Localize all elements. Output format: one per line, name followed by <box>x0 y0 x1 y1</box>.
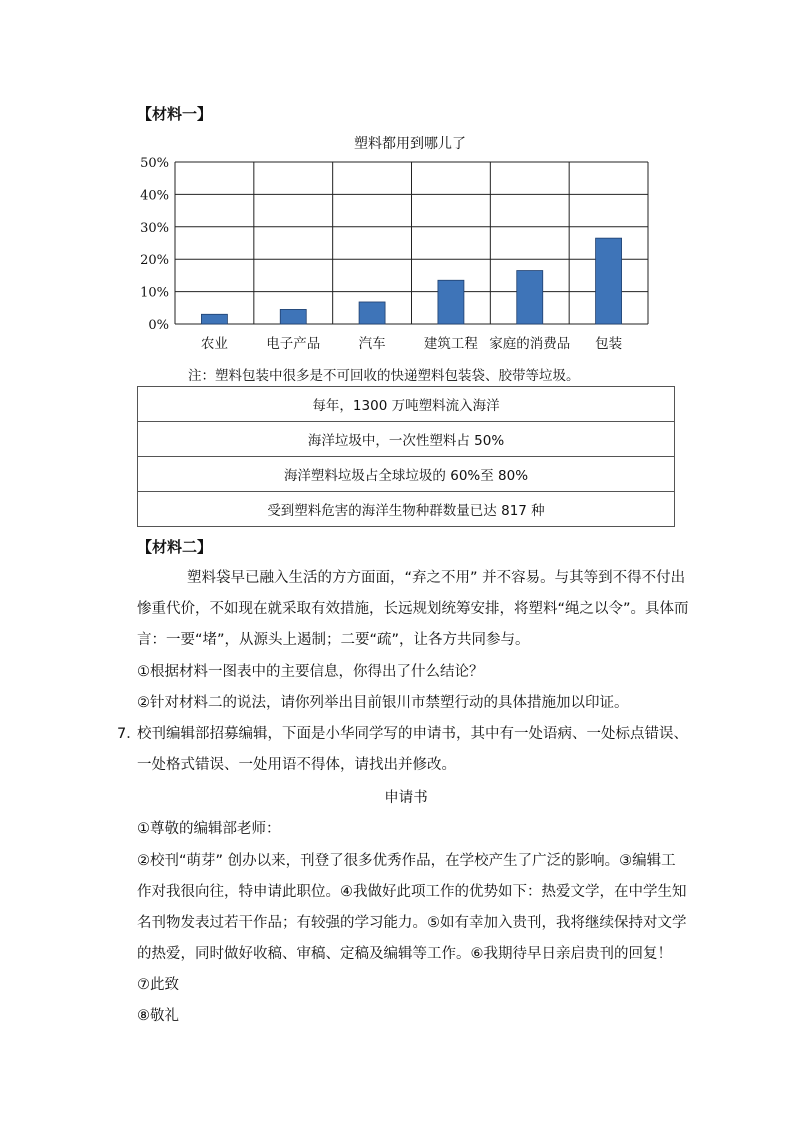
paragraph-line: 塑料袋早已融入生活的方方面面，“弃之不用” 并不容易。与其等到不得不付出 <box>187 570 686 586</box>
bar <box>280 309 306 324</box>
bar <box>517 271 543 324</box>
table-row <box>138 387 675 422</box>
y-tick-label: 10% <box>140 285 169 301</box>
x-tick-label: 电子产品 <box>266 336 321 352</box>
bar <box>359 302 385 324</box>
letter-line: ①尊敬的编辑部老师： <box>137 821 281 837</box>
x-tick-label: 家庭的消费品 <box>489 336 571 352</box>
y-tick-label: 50% <box>140 156 169 171</box>
x-tick-label: 包装 <box>595 336 623 352</box>
question-7-line: 校刊编辑部招募编辑，下面是小华同学写的申请书，其中有一处语病、一处标点错误、 <box>137 726 688 742</box>
letter-line: ⑧敬礼 <box>137 1008 179 1024</box>
x-tick-label: 农业 <box>200 336 228 352</box>
table-cell: 海洋垃圾中，一次性塑料占 50% <box>138 422 675 457</box>
question-7-line: 一处格式错误、一处用语不得体，请找出并修改。 <box>137 757 456 773</box>
y-tick-label: 20% <box>140 253 169 269</box>
letter-line: 的热爱，同时做好收稿、审稿、定稿及编辑等工作。⑥我期待早日亲启贵刊的回复！ <box>137 946 672 962</box>
question-1: ①根据材料一图表中的主要信息，你得出了什么结论？ <box>137 664 484 680</box>
letter-line: 名刊物发表过若干作品；有较强的学习能力。⑤如有幸加入贵刊，我将继续保持对文学 <box>137 915 687 931</box>
paragraph-line: 言：一要“堵”，从源头上遏制；二要“疏”，让各方共同参与。 <box>137 632 530 648</box>
question-number: 7． <box>117 726 141 742</box>
material-two-heading: 【材料二】 <box>137 538 213 556</box>
question-2: ②针对材料二的说法，请你列举出目前银川市禁塑行动的具体措施加以印证。 <box>137 695 629 711</box>
bar <box>201 314 227 324</box>
bar-chart <box>120 150 680 360</box>
table-row <box>138 457 675 492</box>
letter-line: 作对我很向往，特申请此职位。④我做好此项工作的优势如下：热爱文学，在中学生知 <box>137 884 687 900</box>
x-tick-label: 汽车 <box>358 336 386 352</box>
y-tick-label: 40% <box>140 188 169 204</box>
paragraph-line: 惨重代价，不如现在就采取有效措施，长远规划统筹安排，将塑料“绳之以令”。具体而 <box>137 601 689 617</box>
facts-table <box>137 386 675 527</box>
table-cell: 受到塑料危害的海洋生物种群数量已达 817 种 <box>138 492 675 527</box>
chart-title: 塑料都用到哪儿了 <box>354 136 466 152</box>
table-row <box>138 422 675 457</box>
material-one-heading: 【材料一】 <box>137 105 213 123</box>
letter-title: 申请书 <box>384 790 428 806</box>
chart-note: 注：塑料包装中很多是不可回收的快递塑料包装袋、胶带等垃圾。 <box>188 368 580 384</box>
bar <box>596 238 622 324</box>
table-cell: 海洋塑料垃圾占全球垃圾的 60%至 80% <box>138 457 675 492</box>
y-tick-label: 30% <box>140 220 169 236</box>
y-tick-label: 0% <box>148 318 169 333</box>
table-row <box>138 492 675 527</box>
table-cell: 每年，1300 万吨塑料流入海洋 <box>138 387 675 422</box>
letter-line: ⑦此致 <box>137 977 179 993</box>
bar <box>438 280 464 324</box>
letter-line: ②校刊“萌芽” 创办以来，刊登了很多优秀作品，在学校产生了广泛的影响。③编辑工 <box>137 853 676 869</box>
x-tick-label: 建筑工程 <box>423 336 478 352</box>
